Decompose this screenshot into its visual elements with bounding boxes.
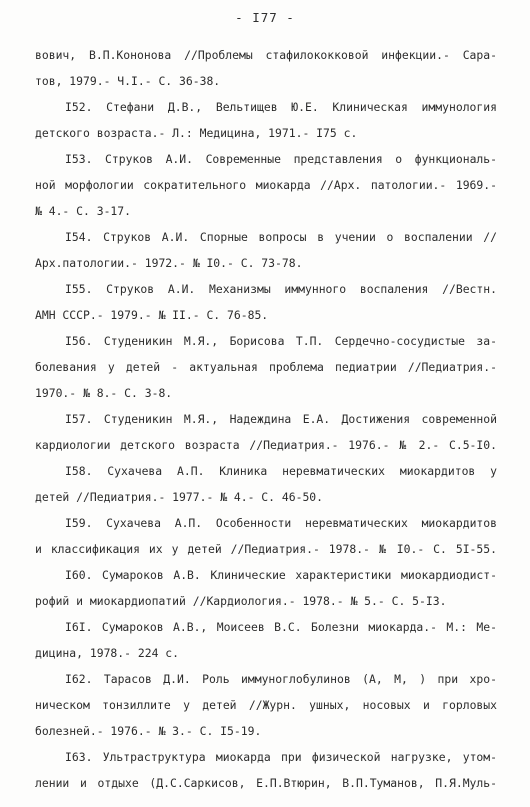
reference-line: I54. Струков А.И. Спорные вопросы в учении о воспалении // xyxy=(65,230,497,244)
reference-line: болевания у детей - актуальная проблема педиатрии //Педиатрия.- xyxy=(35,360,497,374)
reference-line: и классификация их у детей //Педиатрия.- 1978.- № I0.- С. 5I-55. xyxy=(35,542,497,556)
reference-line: Арх.патологии.- 1972.- № I0.- С. 73-78. xyxy=(35,256,303,270)
reference-line: детского возраста.- Л.: Медицина, 1971.- I75 с. xyxy=(35,126,358,140)
reference-line: тов, 1979.- Ч.I.- С. 36-38. xyxy=(35,74,221,88)
reference-line: I6I. Сумароков А.В., Моисеев В.С. Болезни миокарда.- М.: Ме- xyxy=(65,620,497,634)
reference-line: I59. Сухачева А.П. Особенности неревматических миокардитов xyxy=(65,516,497,530)
reference-line: 1970.- № 8.- С. 3-8. xyxy=(35,386,173,400)
reference-line: рофий и миокардиопатий //Кардиология.- 1978.- № 5.- С. 5-I3. xyxy=(35,594,447,608)
reference-line: болезней.- 1976.- № 3.- С. I5-19. xyxy=(35,724,262,738)
reference-line: I53. Струков А.И. Современные представления о функциональ- xyxy=(65,152,497,166)
reference-line: ническом тонзиллите у детей //Журн. ушных, носовых и горловых xyxy=(35,698,497,712)
reference-line: I62. Тарасов Д.И. Роль иммуноглобулинов (А, М, ) при хро- xyxy=(65,672,497,686)
reference-line: № 4.- С. 3-17. xyxy=(35,204,132,218)
reference-line: кардиологии детского возраста //Педиатрия.- 1976.- № 2.- С.5-I0. xyxy=(35,438,497,452)
reference-line: АМН СССР.- 1979.- № II.- С. 76-85. xyxy=(35,308,269,322)
reference-line: I58. Сухачева А.П. Клиника неревматических миокардитов у xyxy=(65,464,497,478)
reference-line: ной морфологии сократительного миокарда //Арх. патологии.- 1969.- xyxy=(35,178,497,192)
reference-line: I55. Струков А.И. Механизмы иммунного воспаления //Вестн. xyxy=(65,282,497,296)
reference-line: I60. Сумароков А.В. Клинические характеристики миокардиодист- xyxy=(65,568,497,582)
reference-line: детей //Педиатрия.- 1977.- № 4.- С. 46-50. xyxy=(35,490,324,504)
page-number: - I77 - xyxy=(235,10,295,25)
reference-line: дицина, 1978.- 224 с. xyxy=(35,646,180,660)
reference-line: I56. Студеникин М.Я., Борисова Т.П. Сердечно-сосудистые за- xyxy=(65,334,497,348)
reference-line: I57. Студеникин М.Я., Надеждина Е.А. Достижения современной xyxy=(65,412,497,426)
reference-line: I52. Стефани Д.В., Вельтищев Ю.Е. Клиническая иммунология xyxy=(65,100,497,114)
reference-line: лении и отдыхе (Д.С.Саркисов, Е.П.Втюрин, В.П.Туманов, П.Я.Муль- xyxy=(35,776,497,790)
reference-line: I63. Ультраструктура миокарда при физической нагрузке, утом- xyxy=(65,750,497,764)
reference-line: вович, В.П.Кононова //Проблемы стафилококковой инфекции.- Сара- xyxy=(35,48,497,62)
reference-list xyxy=(35,42,497,796)
